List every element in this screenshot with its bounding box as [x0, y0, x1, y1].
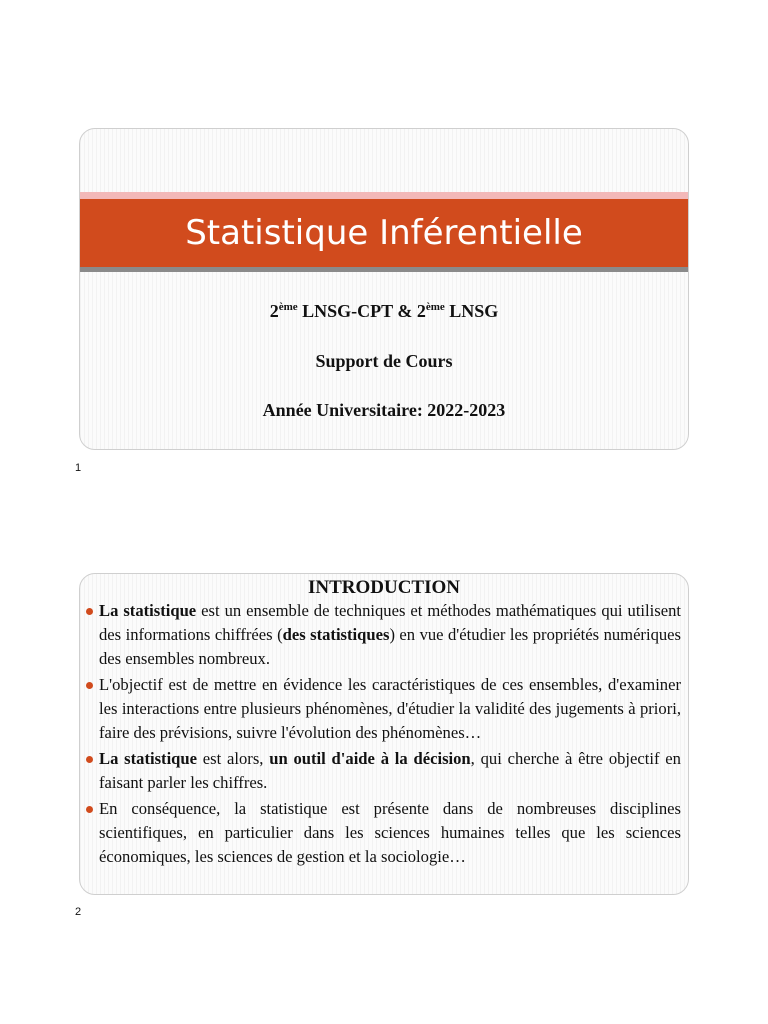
- page-number: 1: [75, 462, 82, 474]
- list-item: En conséquence, la statistique est présente dans de nombreuses disciplines scientifiques, en particulier dans les sciences humaines telles que les sciences économiques, les sciences de gestion et la sociologie…: [99, 797, 681, 869]
- slide-title: Statistique Inférentielle: [185, 213, 583, 253]
- title-slide: [79, 128, 689, 450]
- bullet-icon: [86, 756, 93, 763]
- bullet-icon: [86, 682, 93, 689]
- bullet-list: [80, 599, 688, 869]
- program-line: 2ème LNSG-CPT & 2ème LNSG: [269, 301, 499, 321]
- academic-year-line: Année Universitaire: 2022-2023: [262, 400, 506, 420]
- gray-stripe: [80, 267, 688, 272]
- introduction-slide: [79, 573, 689, 895]
- slide-heading: INTRODUCTION: [307, 577, 461, 598]
- pink-stripe: [80, 192, 688, 199]
- title-band: [80, 199, 688, 267]
- bullet-icon: [86, 608, 93, 615]
- page-number: 2: [75, 906, 82, 918]
- list-item: L'objectif est de mettre en évidence les caractéristiques de ces ensembles, d'examiner les interactions entre plusieurs phénomènes, d'étudier la validité des jugements à priori, faire des prévisions, suivre l'évolution des phénomènes…: [99, 673, 681, 745]
- course-support-line: Support de Cours: [315, 351, 453, 371]
- list-item: La statistique est un ensemble de techniques et méthodes mathématiques qui utilisent des informations chiffrées (des statistiques) en vue d'étudier les propriétés numériques des ensembles nombreux.: [99, 599, 681, 671]
- bullet-icon: [86, 806, 93, 813]
- list-item: La statistique est alors, un outil d'aide à la décision, qui cherche à être objectif en faisant parler les chiffres.: [99, 747, 681, 795]
